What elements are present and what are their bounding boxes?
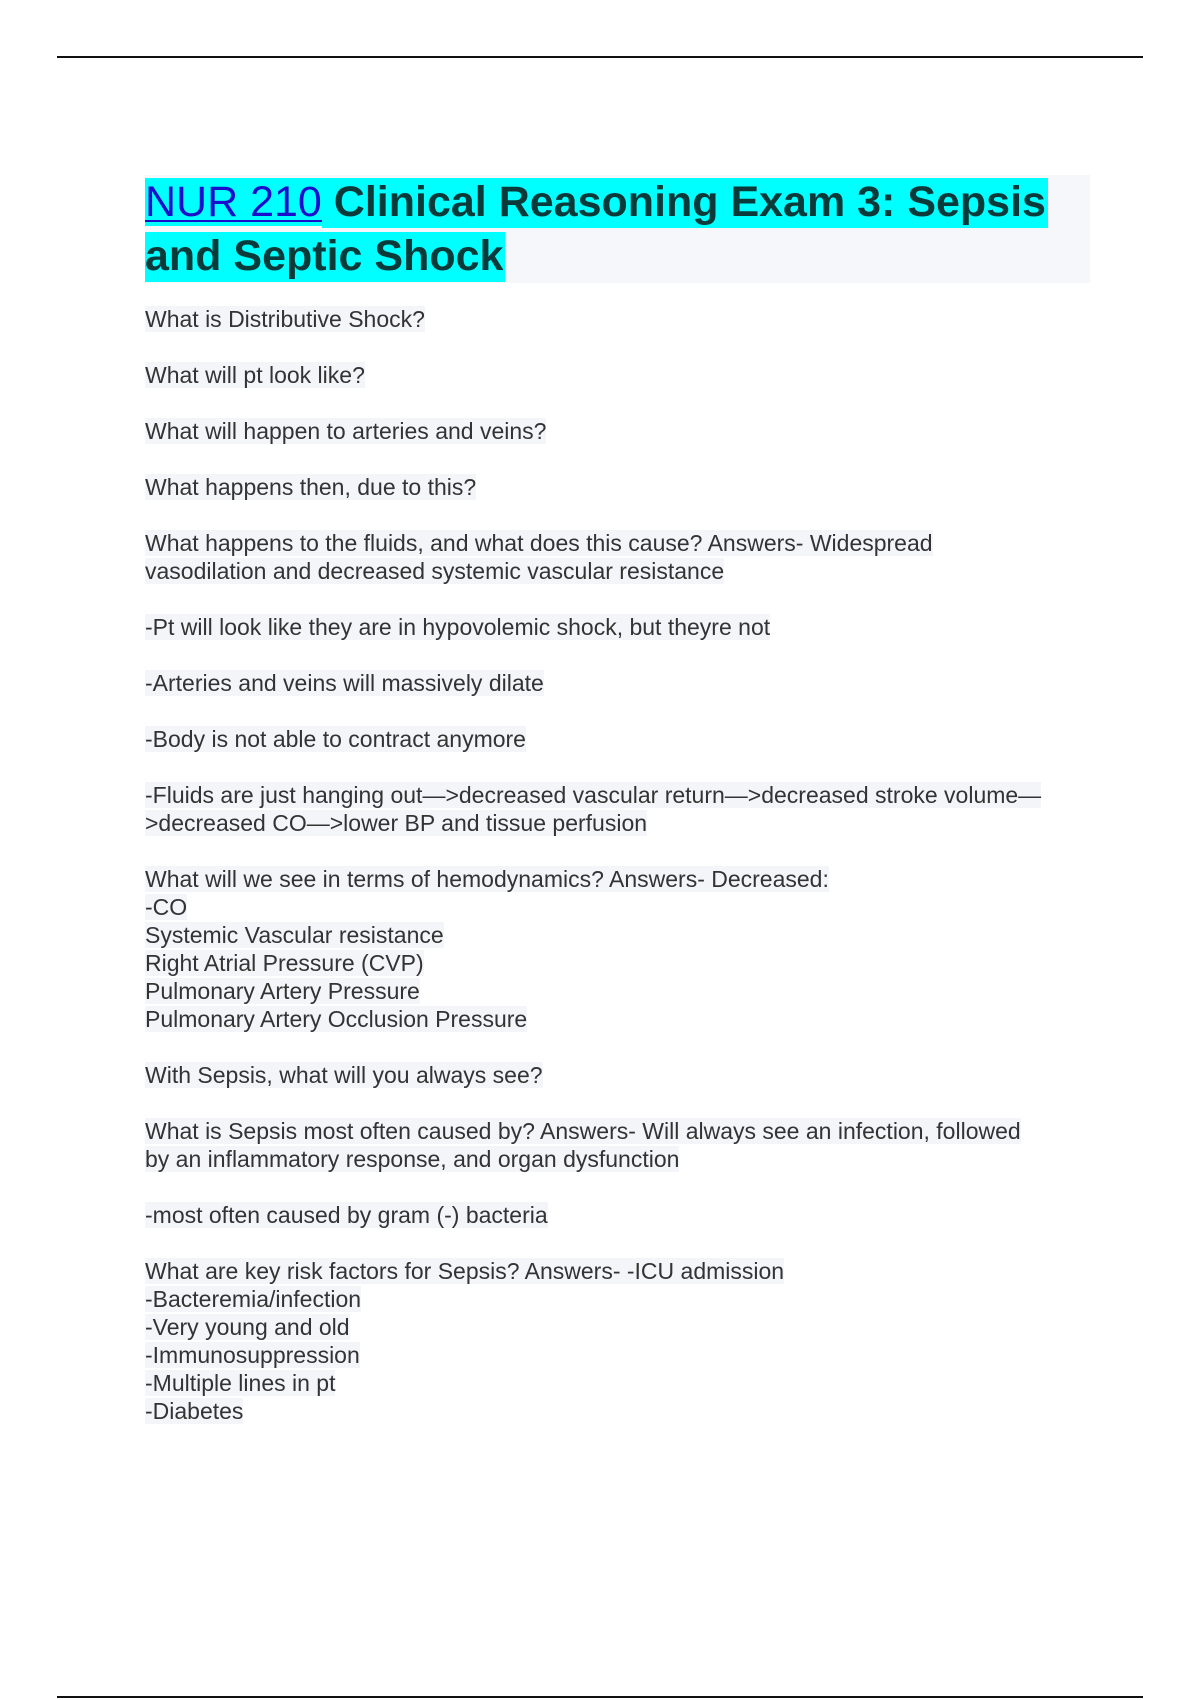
title-block bbox=[145, 175, 1090, 283]
entry-line bbox=[145, 417, 1090, 445]
entry-line-text: -Fluids are just hanging out—>decreased vascular return—>decreased stroke volume— bbox=[145, 782, 1042, 808]
entry-line-text: What are key risk factors for Sepsis? Answers- -ICU admission bbox=[145, 1258, 785, 1284]
qa-entry bbox=[145, 781, 1090, 837]
entry-line-text: -Pt will look like they are in hypovolemic shock, but theyre not bbox=[145, 614, 771, 640]
entry-line bbox=[145, 893, 1090, 921]
entry-line bbox=[145, 809, 1090, 837]
entry-line bbox=[145, 1005, 1090, 1033]
entry-line bbox=[145, 865, 1090, 893]
entry-line-text: -Diabetes bbox=[145, 1398, 244, 1424]
entry-line bbox=[145, 473, 1090, 501]
entry-line bbox=[145, 529, 1090, 557]
entry-line bbox=[145, 1061, 1090, 1089]
title-text-line2: and Septic Shock bbox=[145, 232, 504, 280]
entry-line bbox=[145, 977, 1090, 1005]
entry-line-text: What will pt look like? bbox=[145, 362, 365, 388]
entry-line bbox=[145, 1117, 1090, 1145]
qa-entry bbox=[145, 865, 1090, 1033]
entry-line-text: Pulmonary Artery Pressure bbox=[145, 978, 420, 1004]
entry-line-text: Pulmonary Artery Occlusion Pressure bbox=[145, 1006, 528, 1032]
entry-line bbox=[145, 557, 1090, 585]
course-link[interactable]: NUR 210 bbox=[145, 178, 322, 226]
entry-line-text: What is Sepsis most often caused by? Answers- Will always see an infection, followed bbox=[145, 1118, 1021, 1144]
entry-line bbox=[145, 1285, 1090, 1313]
entry-line bbox=[145, 781, 1090, 809]
entry-line-text: by an inflammatory response, and organ dysfunction bbox=[145, 1146, 680, 1172]
title-text-line1: Clinical Reasoning Exam 3: Sepsis bbox=[321, 178, 1046, 226]
qa-entry bbox=[145, 1257, 1090, 1425]
qa-entry bbox=[145, 1061, 1090, 1089]
entry-line bbox=[145, 1341, 1090, 1369]
qa-entry bbox=[145, 1201, 1090, 1229]
qa-entry bbox=[145, 613, 1090, 641]
top-divider bbox=[57, 56, 1143, 58]
document-body bbox=[145, 175, 1090, 1453]
entry-line-text: >decreased CO—>lower BP and tissue perfusion bbox=[145, 810, 648, 836]
entry-line-text: What is Distributive Shock? bbox=[145, 306, 425, 332]
qa-entry bbox=[145, 1117, 1090, 1173]
qa-entry bbox=[145, 725, 1090, 753]
entry-line bbox=[145, 949, 1090, 977]
entry-line bbox=[145, 921, 1090, 949]
entry-line-text: What will we see in terms of hemodynamics? Answers- Decreased: bbox=[145, 866, 829, 892]
entry-line bbox=[145, 613, 1090, 641]
entry-line-text: What happens to the fluids, and what does this cause? Answers- Widespread bbox=[145, 530, 933, 556]
entry-line bbox=[145, 1369, 1090, 1397]
entry-line-text: What will happen to arteries and veins? bbox=[145, 418, 547, 444]
entry-line-text: -Very young and old bbox=[145, 1314, 350, 1340]
entry-line-text: -Arteries and veins will massively dilate bbox=[145, 670, 544, 696]
qa-entry bbox=[145, 305, 1090, 333]
bottom-divider bbox=[57, 1696, 1143, 1698]
entry-line-text: -Body is not able to contract anymore bbox=[145, 726, 526, 752]
entry-line bbox=[145, 1397, 1090, 1425]
entry-line-text: -most often caused by gram (-) bacteria bbox=[145, 1202, 548, 1228]
entry-line bbox=[145, 725, 1090, 753]
entry-line-text: -Immunosuppression bbox=[145, 1342, 360, 1368]
qa-entry bbox=[145, 529, 1090, 585]
entry-line bbox=[145, 305, 1090, 333]
entry-line-text: vasodilation and decreased systemic vascular resistance bbox=[145, 558, 725, 584]
qa-entry bbox=[145, 417, 1090, 445]
qa-entry bbox=[145, 473, 1090, 501]
qa-entries bbox=[145, 305, 1090, 1425]
entry-line bbox=[145, 1145, 1090, 1173]
entry-line bbox=[145, 361, 1090, 389]
entry-line-text: With Sepsis, what will you always see? bbox=[145, 1062, 543, 1088]
entry-line bbox=[145, 1201, 1090, 1229]
qa-entry bbox=[145, 361, 1090, 389]
entry-line bbox=[145, 1313, 1090, 1341]
entry-line bbox=[145, 669, 1090, 697]
entry-line bbox=[145, 1257, 1090, 1285]
entry-line-text: -CO bbox=[145, 894, 188, 920]
entry-line-text: Systemic Vascular resistance bbox=[145, 922, 444, 948]
entry-line-text: Right Atrial Pressure (CVP) bbox=[145, 950, 424, 976]
entry-line-text: -Bacteremia/infection bbox=[145, 1286, 362, 1312]
entry-line-text: What happens then, due to this? bbox=[145, 474, 477, 500]
document-title bbox=[145, 175, 1090, 283]
entry-line-text: -Multiple lines in pt bbox=[145, 1370, 336, 1396]
qa-entry bbox=[145, 669, 1090, 697]
